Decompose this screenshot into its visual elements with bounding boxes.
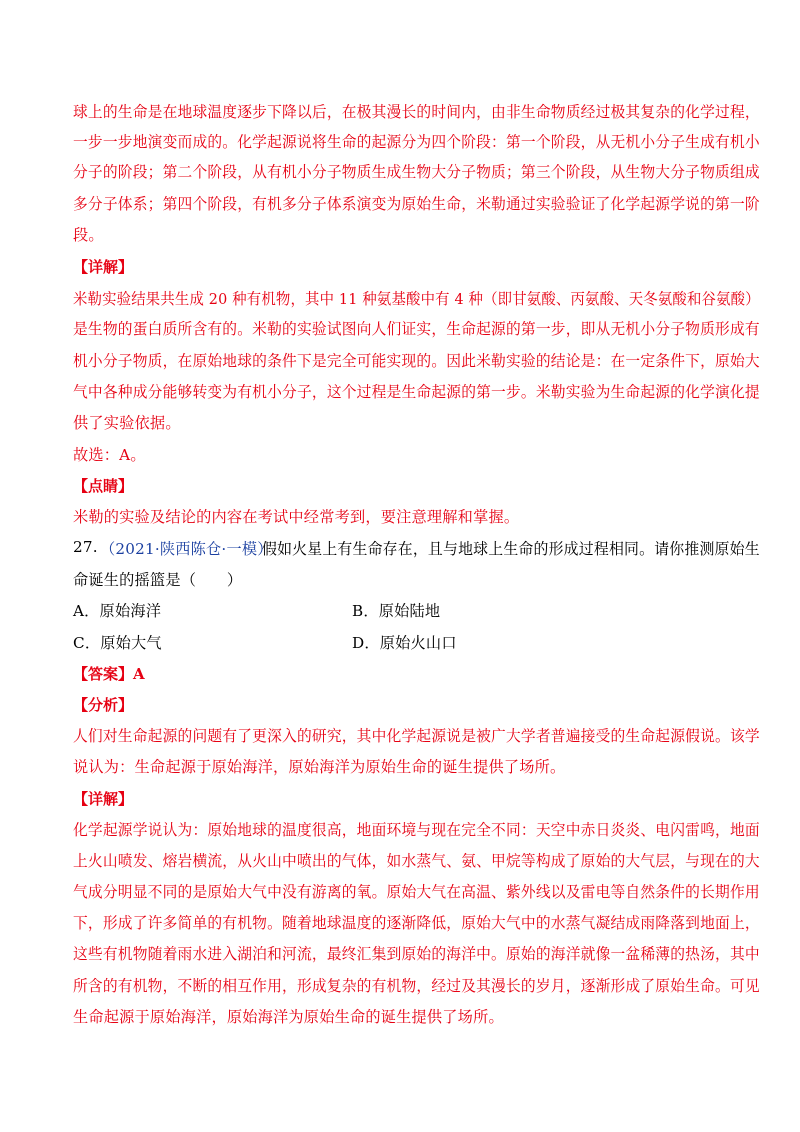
- choice-line: 故选：A。: [73, 446, 146, 464]
- option-c: C．原始大气: [73, 634, 162, 652]
- question-number: 27.: [73, 538, 98, 556]
- analysis-line: 人们对生命起源的问题有了更深入的研究，其中化学起源说是被广大学者普遍接受的生命起源假说。该学: [73, 727, 760, 745]
- section-tag-point: 【点睛】: [73, 477, 134, 495]
- detail-line: 下，形成了许多简单的有机物。随着地球温度的逐渐降低，原始大气中的水蒸气凝结成雨降落到地面上，: [73, 914, 760, 932]
- detail-line: 气成分明显不同的是原始大气中没有游离的氧。原始大气在高温、紫外线以及雷电等自然条件的长期作用: [73, 883, 760, 901]
- analysis-line: 说认为：生命起源于原始海洋，原始海洋为原始生命的诞生提供了场所。: [73, 758, 566, 776]
- point-line: 米勒的实验及结论的内容在考试中经常考到，要注意理解和掌握。: [73, 508, 520, 526]
- detail-line: 上火山喷发、熔岩横流，从火山中喷出的气体，如水蒸气、氨、甲烷等构成了原始的大气层，与现在的大: [73, 852, 760, 870]
- detail-line: 是生物的蛋白质所含有的。米勒的实验试图向人们证实，生命起源的第一步，即从无机小分子物质形成有: [73, 320, 760, 338]
- option-a: A．原始海洋: [73, 602, 162, 620]
- detail-line: 化学起源学说认为：原始地球的温度很高，地面环境与现在完全不同：天空中赤日炎炎、电闪雷鸣，地面: [73, 821, 760, 839]
- section-tag-analysis: 【分析】: [73, 696, 134, 714]
- detail-line: 机小分子物质，在原始地球的条件下是完全可能实现的。因此米勒实验的结论是：在一定条件下，原始大: [73, 352, 760, 370]
- detail-line: 气中各种成分能够转变为有机小分子，这个过程是生命起源的第一步。米勒实验为生命起源的化学演化提: [73, 383, 760, 401]
- answer-line: 【答案】A: [73, 665, 145, 683]
- analysis-line: 球上的生命是在地球温度逐步下降以后，在极其漫长的时间内，由非生命物质经过极其复杂的化学过程，: [73, 103, 760, 121]
- analysis-line: 分子的阶段；第二个阶段，从有机小分子物质生成生物大分子物质；第三个阶段，从生物大分子物质组成: [73, 163, 760, 181]
- option-b: B．原始陆地: [352, 602, 441, 620]
- section-tag-detail: 【详解】: [73, 258, 134, 276]
- option-d: D．原始火山口: [352, 634, 457, 652]
- analysis-line: 段。: [73, 226, 104, 244]
- detail-line: 供了实验依据。: [73, 414, 181, 432]
- detail-line: 所含的有机物，不断的相互作用，形成复杂的有机物，经过及其漫长的岁月，逐渐形成了原始生命。可见: [73, 977, 760, 995]
- analysis-line: 多分子体系；第四个阶段，有机多分子体系演变为原始生命，米勒通过实验验证了化学起源学说的第一阶: [73, 195, 760, 213]
- detail-line: 这些有机物随着雨水进入湖泊和河流，最终汇集到原始的海洋中。原始的海洋就像一盆稀薄的热汤，其中: [73, 945, 760, 963]
- section-tag-detail: 【详解】: [73, 790, 134, 808]
- analysis-line: 一步一步地演变而成的。化学起源说将生命的起源分为四个阶段：第一个阶段，从无机小分子生成有机小: [73, 133, 760, 151]
- detail-line: 米勒实验结果共生成 20 种有机物，其中 11 种氨基酸中有 4 种（即甘氨酸、丙氨酸、天冬氨酸和谷氨酸）: [73, 290, 760, 308]
- question-text: 假如火星上有生命存在，且与地球上生命的形成过程相同。请你推测原始生: [262, 540, 760, 558]
- question-text: 命诞生的摇篮是（ ）: [73, 571, 243, 589]
- question-source: （2021·陕西陈仓·一模）: [100, 540, 273, 558]
- detail-line: 生命起源于原始海洋，原始海洋为原始生命的诞生提供了场所。: [73, 1008, 504, 1026]
